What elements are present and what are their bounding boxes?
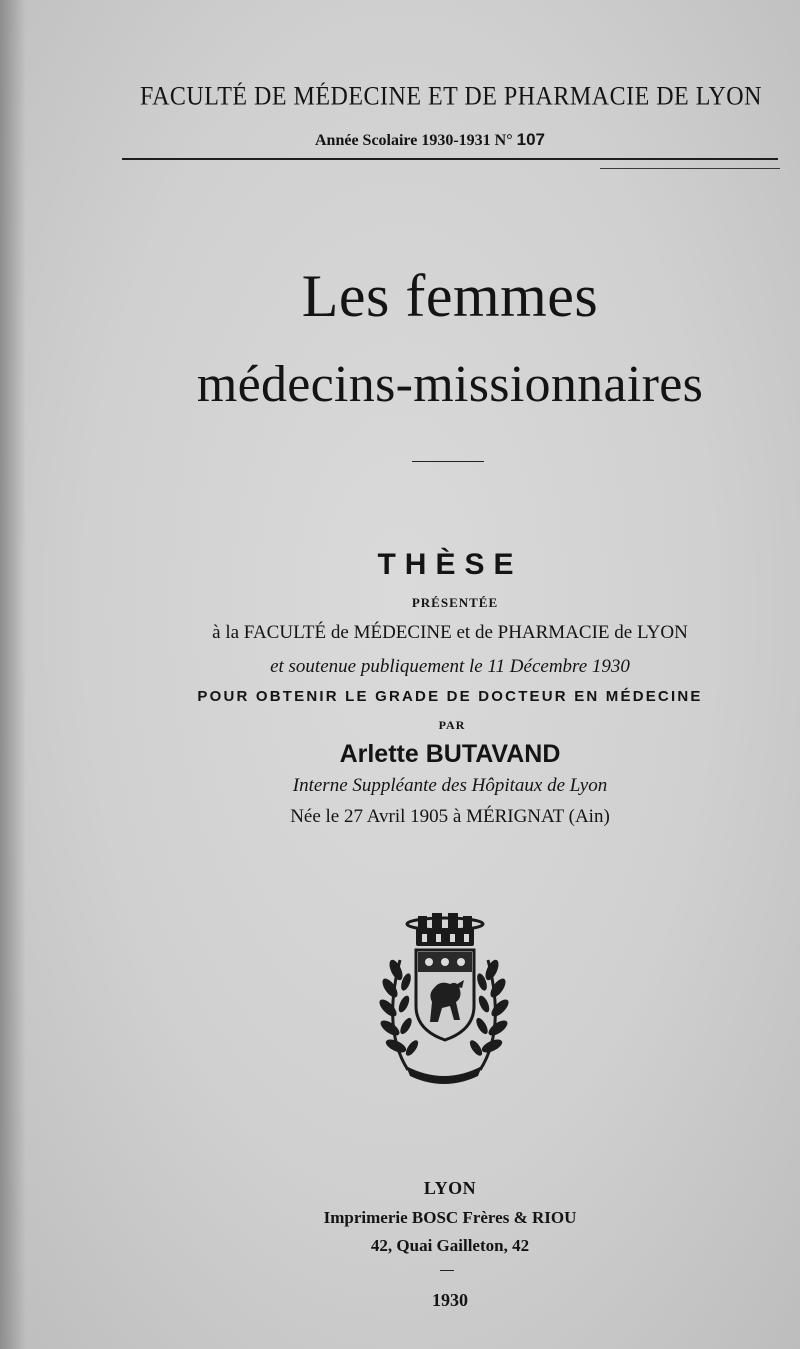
faculty-line: à la FACULTÉ de MÉDECINE et de PHARMACIE de LYON [212,622,688,643]
thesis-number: 107 [516,130,545,149]
faculty-header: FACULTÉ DE MÉDECINE ET DE PHARMACIE DE LYON [140,82,762,111]
author-name: Arlette BUTAVAND [339,740,561,768]
printer-name: Imprimerie BOSC Frères & RIOU [323,1208,577,1227]
author-birth: Née le 27 Avril 1905 à MÉRIGNAT (Ain) [290,806,610,827]
publication-year: 1930 [432,1290,468,1310]
header-rule-thin [600,168,780,169]
printer-address: 42, Quai Gailleton, 42 [370,1236,530,1255]
lyon-coat-of-arms-icon [366,910,522,1090]
by-label: PAR [438,718,466,732]
thesis-heading: THÈSE [377,548,523,581]
presented-label: PRÉSENTÉE [411,595,499,610]
defended-line: et soutenue publiquement le 11 Décembre 1930 [270,656,630,677]
header-rule [122,158,778,160]
publisher-city: LYON [423,1178,477,1198]
year-divider [440,1270,454,1271]
title-line-1: Les femmes [301,263,599,329]
degree-line: POUR OBTENIR LE GRADE DE DOCTEUR EN MÉDECINE [197,688,703,705]
author-role: Interne Suppléante des Hôpitaux de Lyon [292,775,608,796]
title-divider [412,461,484,462]
school-year-line [120,130,740,150]
title-line-2: médecins-missionnaires [196,356,704,413]
school-year-label: Année Scolaire 1930-1931 N° [314,132,513,149]
